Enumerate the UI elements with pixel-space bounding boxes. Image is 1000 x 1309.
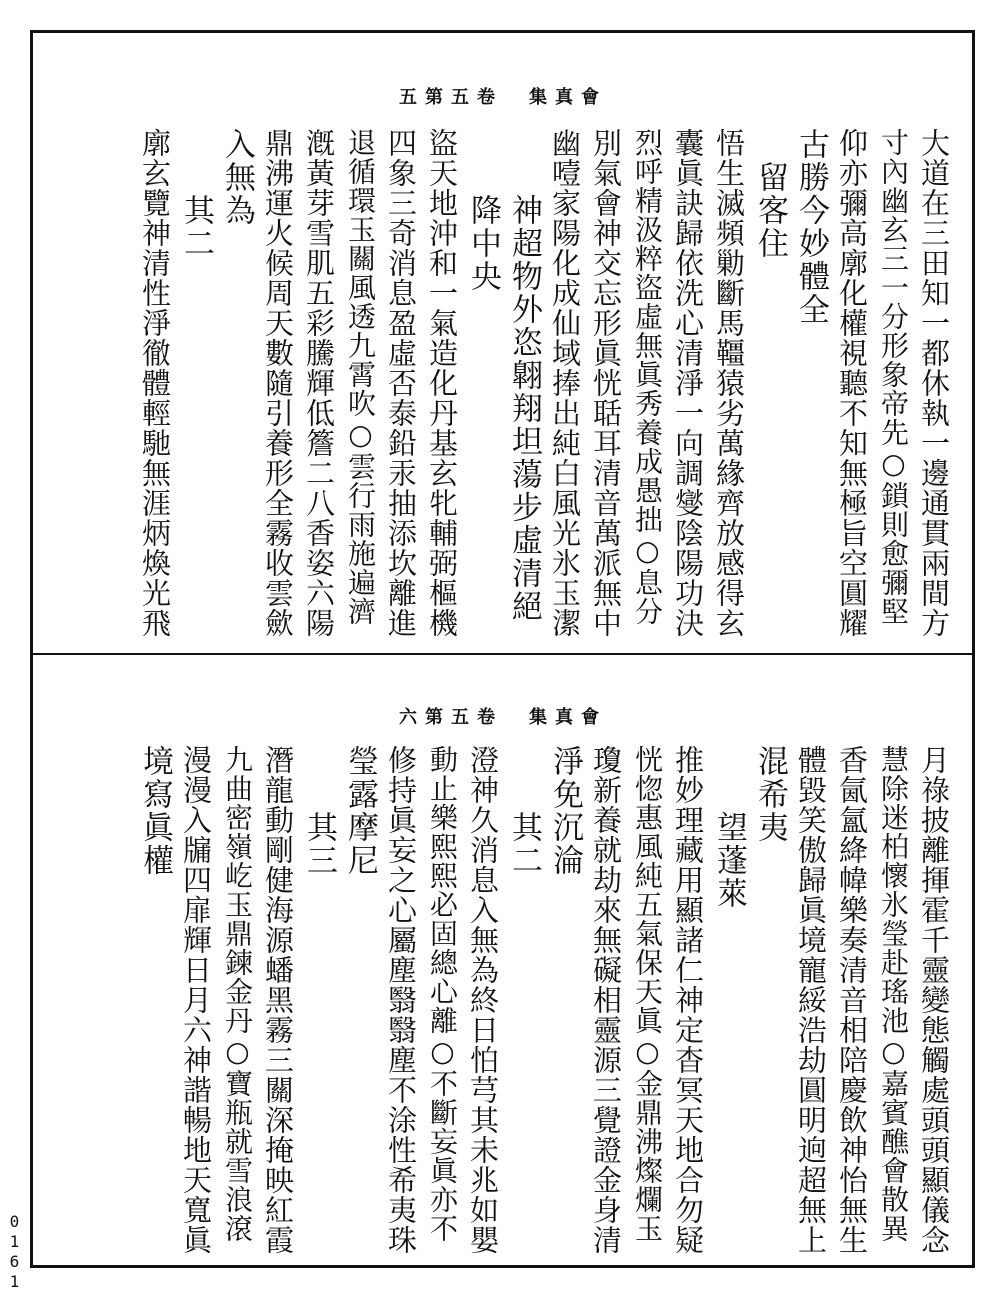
text-column: 澄神久消息入無為終日怕芎其未兆如嬰 [466,745,500,1255]
text-column: 體毀笑傲歸眞境寵綏浩劫圓明逈超無上 [794,745,828,1255]
text-column: 寸內幽玄三一分形象帝先○鎖則愈彌堅 [877,128,910,626]
text-column: 幽噎家陽化成仙域捧出純白風光氷玉潔 [548,128,582,638]
text-column: 留客住 [752,128,788,260]
bottom-page-header: 六第五卷 集真會 [399,707,607,728]
text-column: 推妙理藏用顯諸仁神定杳冥天地合勿疑 [671,745,705,1255]
text-column: 恍惚惠風純五氣保天眞○金鼎沸燦爛玉 [631,745,664,1243]
text-column: 動止樂熙熙必固總心離○不斷妄眞亦不 [426,745,459,1243]
text-column: 境寫眞權 [137,745,173,877]
top-page [33,33,972,653]
text-column: 入無為 [219,128,255,227]
text-column: 其二 [178,128,214,260]
text-column: 鼎沸運火候周天數隨引養形全霧收雲歛 [261,128,295,638]
text-column: 仰亦彌高廓化權視聽不知無極旨空圓耀 [835,128,869,638]
text-column: 漑黃芽雪肌五彩騰輝低簷二八香姿六陽 [302,128,336,638]
text-column: 混希夷 [752,745,788,844]
text-column: 降中央 [465,128,501,293]
text-column: 香氤氳絳幃樂奏清音相陪慶飲神怡無生 [835,745,869,1255]
text-column: 神超物外恣翺翔坦蕩步虛清絕 [506,128,542,623]
page-number: 0161 [5,1212,24,1292]
text-column: 瓊新養就劫來無礙相靈源三覺證金身清 [589,745,623,1255]
text-column: 廓玄覽神清性淨徹體輕馳無涯炳煥光飛 [138,128,172,638]
text-column: 修持眞妄之心屬塵翳翳塵不涂性希夷珠 [384,745,418,1255]
text-column: 淨免沉淪 [547,745,583,877]
text-column: 四象三奇消息盈虛否泰鉛汞抽添坎離進 [384,128,418,638]
text-column: 九曲密嶺屹玉鼎鍊金丹○寶瓶就雪浪滾 [221,745,254,1243]
text-column: 其三 [301,745,337,877]
text-column: 潛龍動剛健海源蟠黑霧三關深掩映紅霞 [261,745,295,1255]
bottom-page [33,653,972,1267]
text-column: 月祿披離揮霍千靈變態觸處頭頭顯儀念 [917,745,951,1255]
text-column: 漫漫入牖四扉輝日月六神諧暢地天寬眞 [179,745,213,1255]
text-column: 古勝今妙體全 [793,128,829,326]
text-column: 別氣會神交忘形眞恍聒耳清音萬派無中 [589,128,623,638]
text-column: 悟生滅頻勦斷馬韁猿劣萬緣齊放感得玄 [712,128,746,638]
text-column: 囊眞訣歸依洗心清淨一向調燮陰陽功決 [671,128,705,638]
text-column: 大道在三田知一都休執一邊通貫兩間方 [917,128,951,638]
text-column: 慧除迷柏懷氷瑩赴瑤池○嘉賓醮會散異 [877,745,910,1243]
text-column: 盜天地沖和一氣造化丹基玄牝輔弼樞機 [425,128,459,638]
text-column: 烈呼精汲粹盜虛無眞秀養成愚拙○息分 [631,128,664,626]
top-page-header: 五第五卷 集真會 [399,87,607,108]
text-column: 望蓬萊 [711,745,747,910]
text-column: 瑩露摩尼 [342,745,378,877]
page-frame [30,30,975,1268]
text-column: 退循環玉關風透九霄吹○雲行雨施遍濟 [344,128,377,626]
text-column: 其二 [506,745,542,877]
